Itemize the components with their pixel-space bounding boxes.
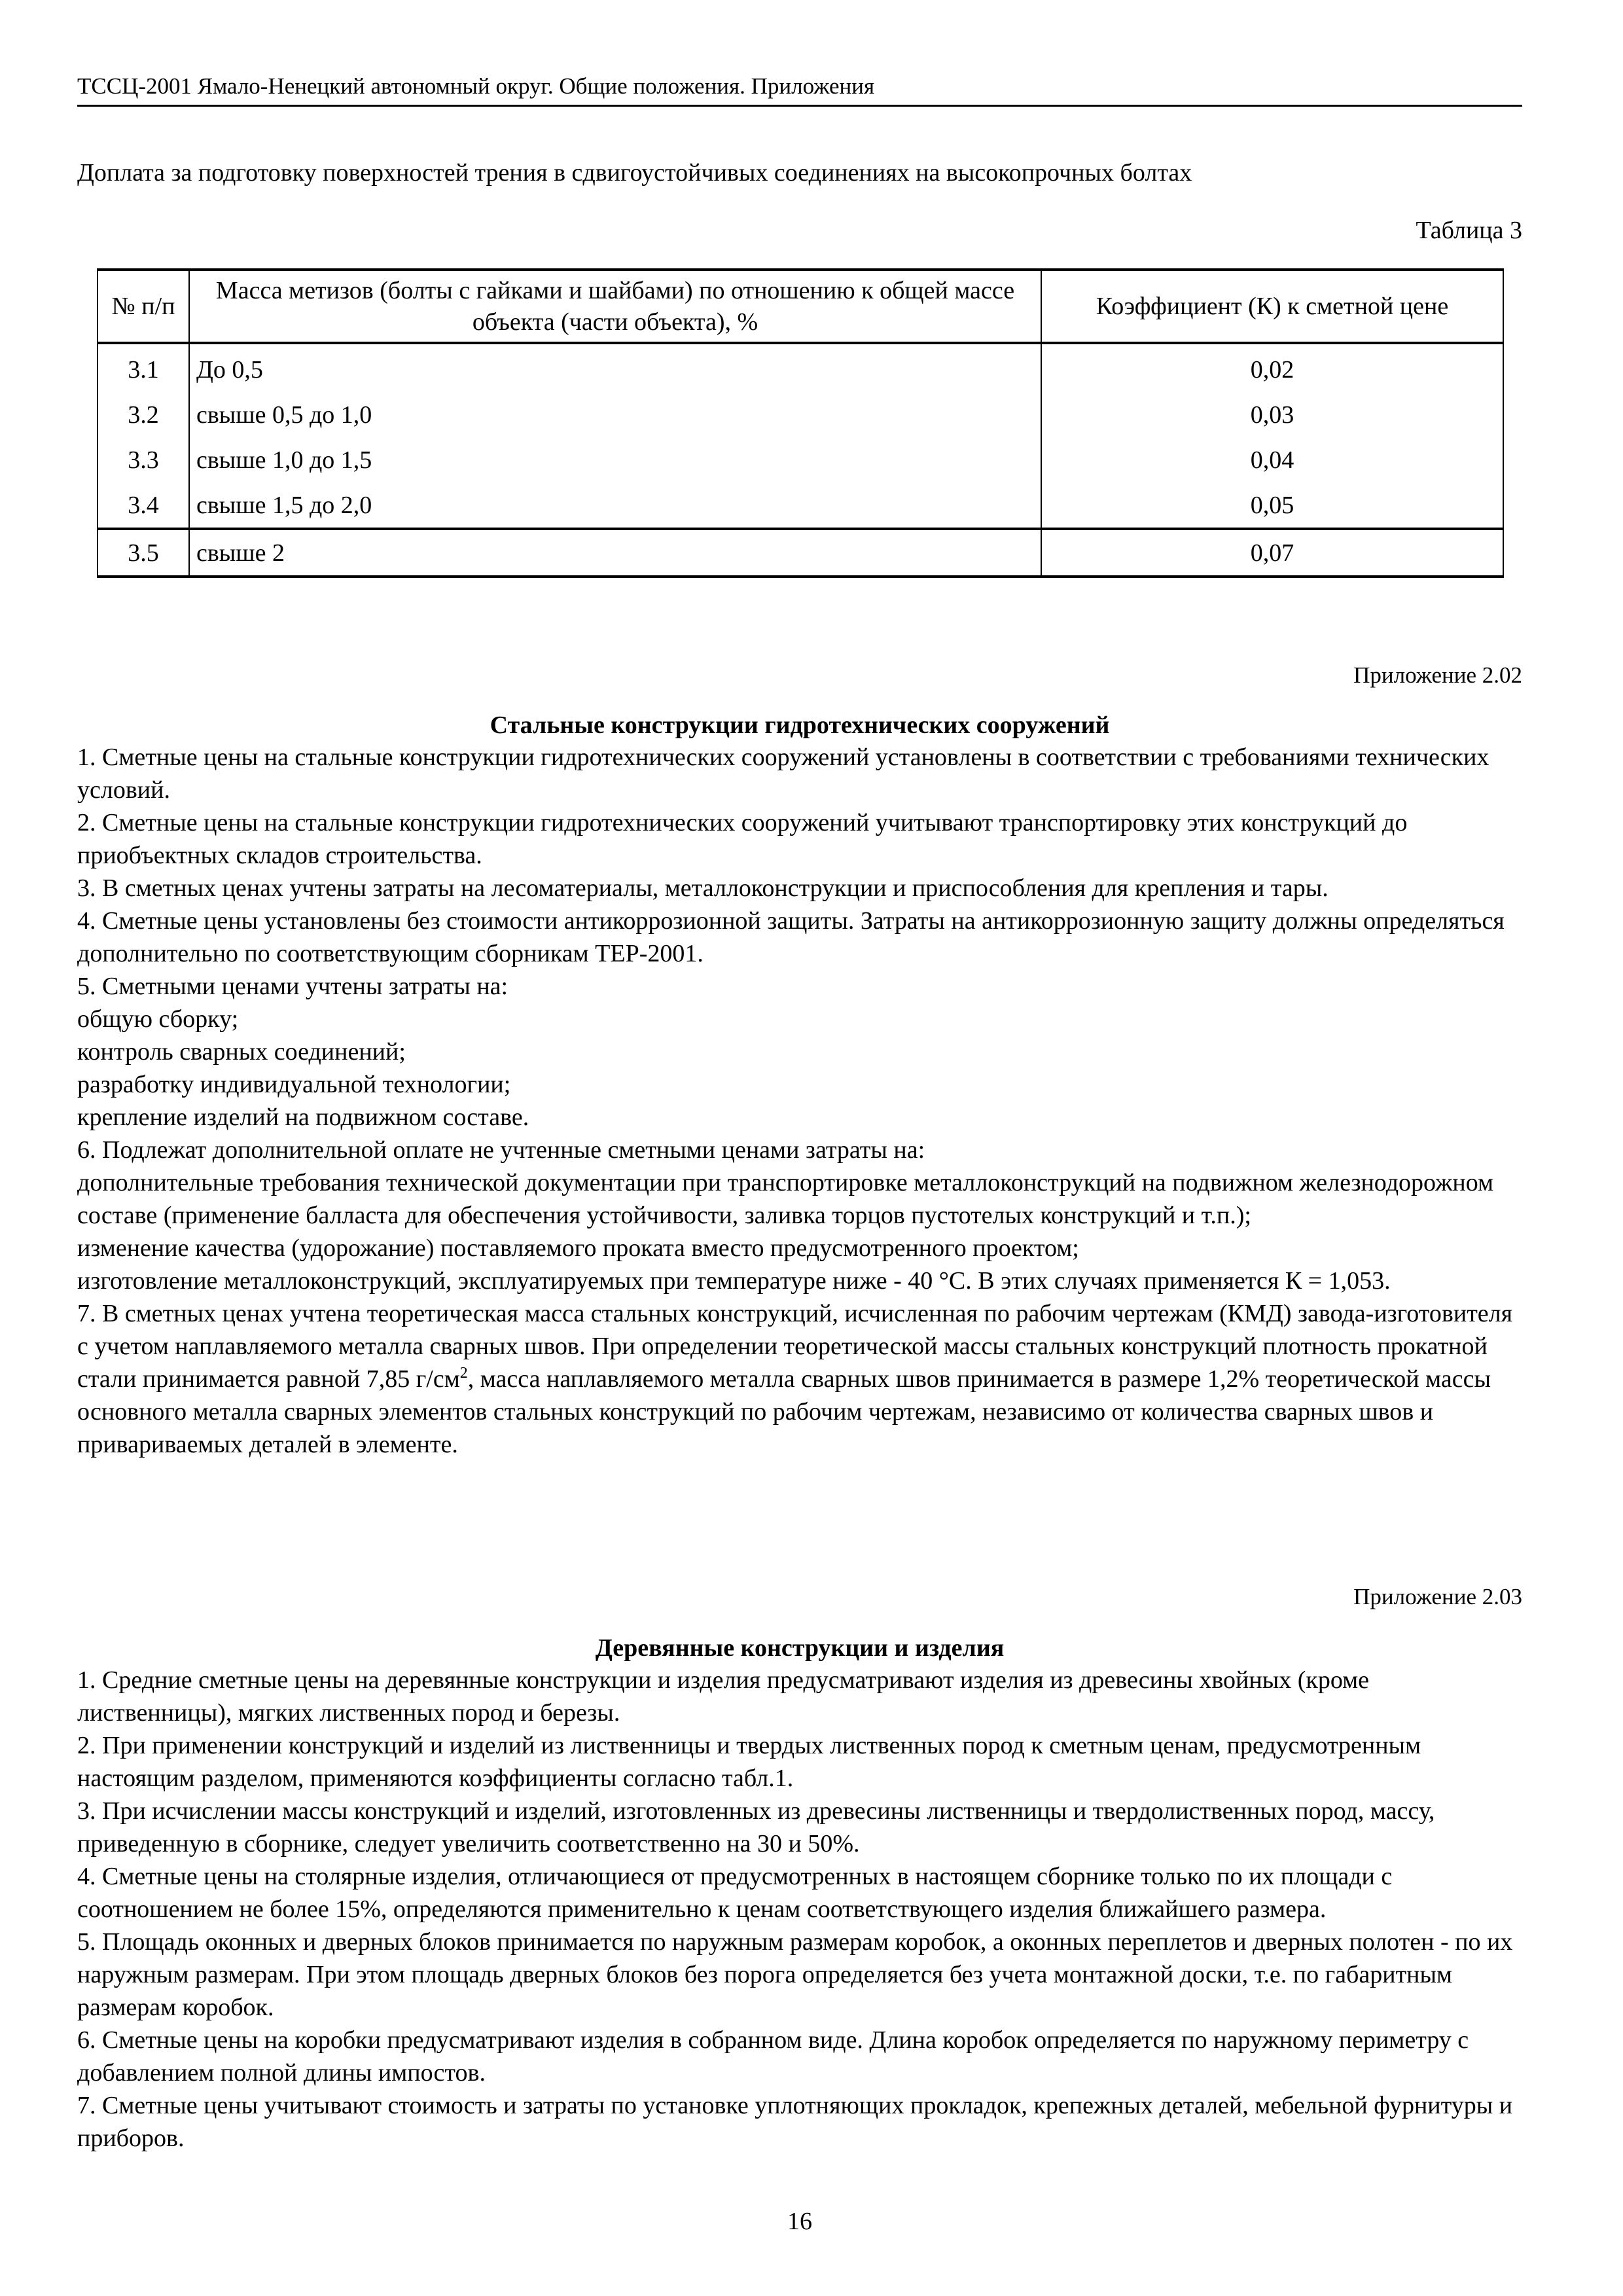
paragraph: 4. Сметные цены на столярные изделия, отличающиеся от предусмотренных в настоящем сборнике только по их площади с соотношением не более 15%, определяются применительно к ценам соответствующего изделия ближайшего размера. — [77, 1863, 1393, 1923]
list-item: изготовление металлоконструкций, эксплуатируемых при температуре ниже - 40 °С. В этих случаях применяется К = 1,053. — [77, 1267, 1391, 1295]
page-number: 16 — [787, 2208, 812, 2235]
row-coefficient: 0,02 — [1041, 343, 1503, 392]
column-header-coefficient: Коэффициент (К) к сметной цене — [1041, 270, 1503, 343]
column-header-number: № п/п — [98, 270, 189, 343]
section-title-steel: Стальные конструкции гидротехнических сооружений — [490, 711, 1110, 739]
paragraph: 2. При применении конструкций и изделий из лиственницы и твердых лиственных пород к сметным ценам, предусмотренным настоящим разделом, применяются коэффициенты согласно табл.1. — [77, 1732, 1421, 1792]
running-header: ТССЦ-2001 Ямало-Ненецкий автономный округ. Общие положения. Приложения — [77, 73, 875, 99]
paragraph: 5. Площадь оконных и дверных блоков принимается по наружным размерам коробок, а оконных переплетов и дверных полотен - по их наружным размерам. При этом площадь дверных блоков без порога определяется без учета монтажной доски, т.е. по габаритным размерам коробок. — [77, 1928, 1513, 2021]
row-coefficient: 0,03 — [1041, 392, 1503, 437]
row-mass: До 0,5 — [189, 343, 1041, 392]
column-header-mass: Масса метизов (болты с гайками и шайбами) по отношению к общей массе объекта (части объекта), % — [189, 270, 1041, 343]
superscript: 2 — [459, 1365, 468, 1382]
paragraph-7-text-start: 7. В сметных ценах учтена теоретическая масса стальных конструкций, исчисленная по рабочим чертежам (КМД) завода-изготовителя с учетом наплавляемого металла сварных швов. При определении теоретической массы стальных конструкций плотность прокатной стали принимается равной 7,85 г/см — [77, 1300, 1513, 1393]
row-mass: свыше 1,0 до 1,5 — [189, 437, 1041, 482]
table-lead-text: Доплата за подготовку поверхностей трения в сдвигоустойчивых соединениях на высокопрочных болтах — [77, 159, 1192, 187]
table-row — [98, 437, 1503, 482]
paragraph: 1. Сметные цены на стальные конструкции гидротехнических сооружений установлены в соответствии с требованиями технических условий. — [77, 744, 1489, 804]
paragraph-7-text-end: , масса наплавляемого металла сварных швов принимается в размере 1,2% теоретической массы основного металла сварных элементов стальных конструкций по рабочим чертежам, независимо от количества сварных швов и привариваемых деталей в элементе. — [77, 1365, 1491, 1458]
section-body-wood — [77, 1664, 1522, 2155]
coefficient-table — [97, 268, 1504, 578]
table-row — [98, 343, 1503, 392]
table-header-row — [98, 270, 1503, 343]
list-item: общую сборку; — [77, 1005, 239, 1033]
row-coefficient: 0,07 — [1041, 529, 1503, 577]
list-item: дополнительные требования технической документации при транспортировке металлоконструкций на подвижном железнодорожном составе (применение балласта для обеспечения устойчивости, заливка торцов пустотелых конструкций и т.п.); — [77, 1169, 1494, 1229]
table-row — [98, 392, 1503, 437]
list-item: изменение качества (удорожание) поставляемого проката вместо предусмотренного проектом; — [77, 1234, 1079, 1262]
list-item: крепление изделий на подвижном составе. — [77, 1103, 529, 1131]
paragraph: 5. Сметными ценами учтены затраты на: — [77, 973, 508, 1000]
row-mass: свыше 1,5 до 2,0 — [189, 482, 1041, 529]
list-item: контроль сварных соединений; — [77, 1038, 406, 1066]
table-row — [98, 529, 1503, 577]
table-row — [98, 482, 1503, 529]
row-number: 3.4 — [98, 482, 189, 529]
list-item: разработку индивидуальной технологии; — [77, 1071, 511, 1098]
paragraph: 7. Сметные цены учитывают стоимость и затраты по установке уплотняющих прокладок, крепежных деталей, мебельной фурнитуры и приборов. — [77, 2092, 1513, 2152]
paragraph-7 — [77, 1297, 1522, 1461]
paragraph: 2. Сметные цены на стальные конструкции гидротехнических сооружений учитывают транспортировку этих конструкций до приобъектных складов строительства. — [77, 809, 1408, 869]
header-rule — [77, 105, 1522, 107]
section-title-wood: Деревянные конструкции и изделия — [595, 1634, 1005, 1662]
row-number: 3.1 — [98, 343, 189, 392]
row-coefficient: 0,05 — [1041, 482, 1503, 529]
paragraph: 1. Средние сметные цены на деревянные конструкции и изделия предусматривают изделия из древесины хвойных (кроме лиственницы), мягких лиственных пород и березы. — [77, 1666, 1370, 1727]
paragraph: 4. Сметные цены установлены без стоимости антикоррозионной защиты. Затраты на антикоррозионную защиту должны определяться дополнительно по соответствующим сборникам ТЕР-2001. — [77, 907, 1505, 967]
paragraph: 6. Сметные цены на коробки предусматривают изделия в собранном виде. Длина коробок определяется по наружному периметру с добавлением полной длины импостов. — [77, 2026, 1469, 2087]
row-mass: свыше 2 — [189, 529, 1041, 577]
row-number: 3.3 — [98, 437, 189, 482]
paragraph: 3. При исчислении массы конструкций и изделий, изготовленных из древесины лиственницы и твердолиственных пород, массу, приведенную в сборнике, следует увеличить соответственно на 30 и 50%. — [77, 1797, 1435, 1857]
appendix-label-2-03: Приложение 2.03 — [1353, 1584, 1522, 1609]
row-mass: свыше 0,5 до 1,0 — [189, 392, 1041, 437]
paragraph: 3. В сметных ценах учтены затраты на лесоматериалы, металлоконструкции и приспособления для крепления и тары. — [77, 874, 1329, 902]
row-number: 3.5 — [98, 529, 189, 577]
appendix-label-2-02: Приложение 2.02 — [1353, 662, 1522, 688]
paragraph: 6. Подлежат дополнительной оплате не учтенные сметными ценами затраты на: — [77, 1136, 925, 1164]
table-label: Таблица 3 — [1416, 217, 1522, 244]
row-number: 3.2 — [98, 392, 189, 437]
row-coefficient: 0,04 — [1041, 437, 1503, 482]
section-body-steel — [77, 741, 1522, 1461]
